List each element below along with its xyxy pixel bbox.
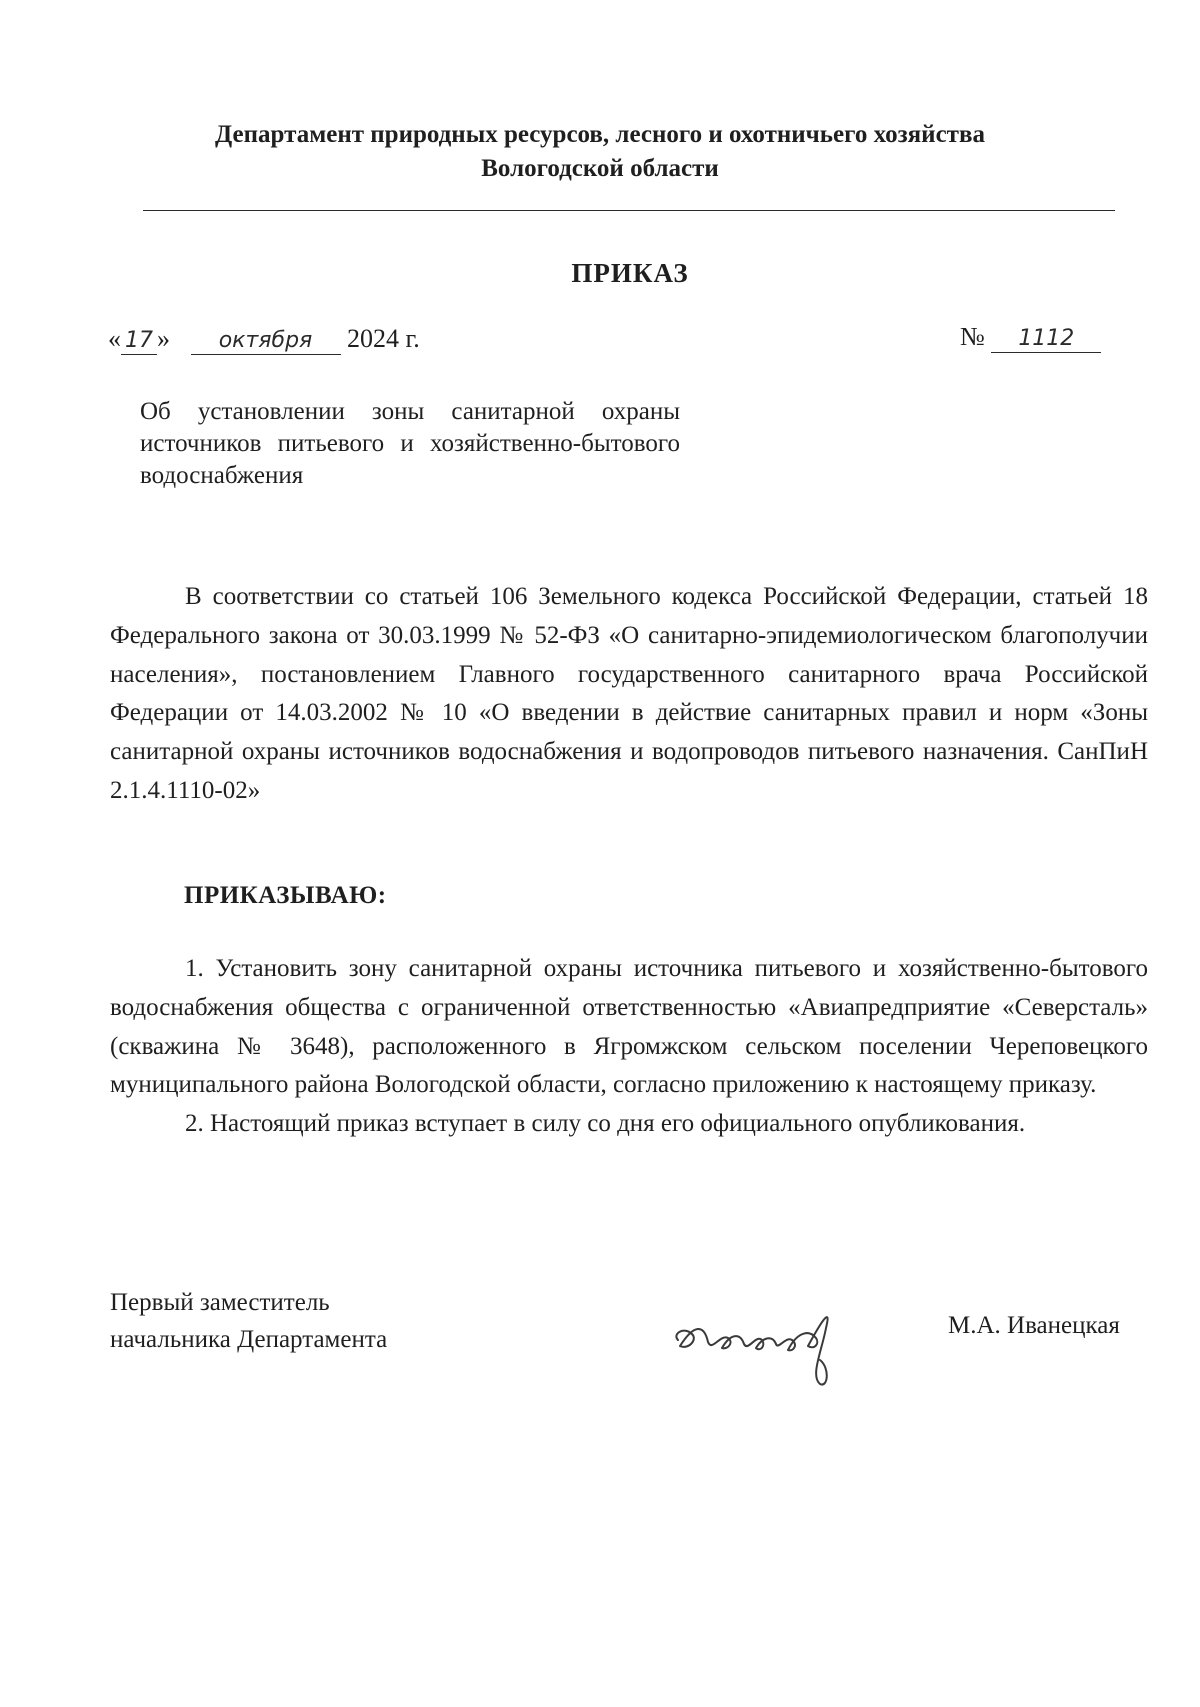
date-quote-open: « (108, 324, 121, 353)
date-year: 2024 г. (347, 324, 420, 353)
signatory-position (110, 1284, 387, 1358)
order-items (110, 950, 1148, 1144)
order-number-value: 1112 (991, 326, 1101, 353)
order-number (960, 322, 1101, 353)
signatory-position-line-1: Первый заместитель (110, 1289, 330, 1316)
signatory-name: М.А. Иванецкая (948, 1312, 1120, 1339)
signatory-position-line-2: начальника Департамента (110, 1326, 388, 1353)
date-day: 17 (121, 328, 157, 355)
order-subject: Об установлении зоны санитарной охраны источников питьевого и хозяйственно-бытового водоснабжения (140, 398, 680, 489)
order-directive: ПРИКАЗЫВАЮ: (184, 882, 387, 909)
order-item-1: 1. Установить зону санитарной охраны источника питьевого и хозяйственно-бытового водоснабжения общества с ограниченной ответственностью «Авиапредприятие «Северсталь» (скважина № 3648), расположенного в Ягромжском сельском поселении Череповецкого муниципального района Вологодской области, согласно приложению к настоящему приказу. (110, 955, 1148, 1099)
order-item-2: 2. Настоящий приказ вступает в силу со дня его официального опубликования. (185, 1110, 1026, 1138)
order-number-label: № (960, 322, 985, 351)
handwritten-signature (670, 1294, 870, 1390)
date-month: октября (191, 328, 341, 355)
order-date (108, 324, 420, 355)
date-quote-close: » (157, 324, 170, 353)
header-divider (143, 210, 1115, 211)
organization-header (0, 118, 1200, 186)
organization-name-line-1: Департамент природных ресурсов, лесного и охотничьего хозяйства (215, 121, 985, 148)
organization-name-line-2: Вологодской области (481, 155, 719, 182)
document-title: ПРИКАЗ (571, 258, 689, 288)
preamble-paragraph: В соответствии со статьей 106 Земельного кодекса Российской Федерации, статьей 18 Федерального закона от 30.03.1999 № 52-ФЗ «О санитарно-эпидемиологическом благополучии населения», постановлением Главного государственного санитарного врача Российской Федерации от 14.03.2002 № 10 «О введении в действие санитарных правил и норм «Зоны санитарной охраны источников водоснабжения и водопроводов питьевого назначения. СанПиН 2.1.4.1110-02» (110, 583, 1148, 804)
